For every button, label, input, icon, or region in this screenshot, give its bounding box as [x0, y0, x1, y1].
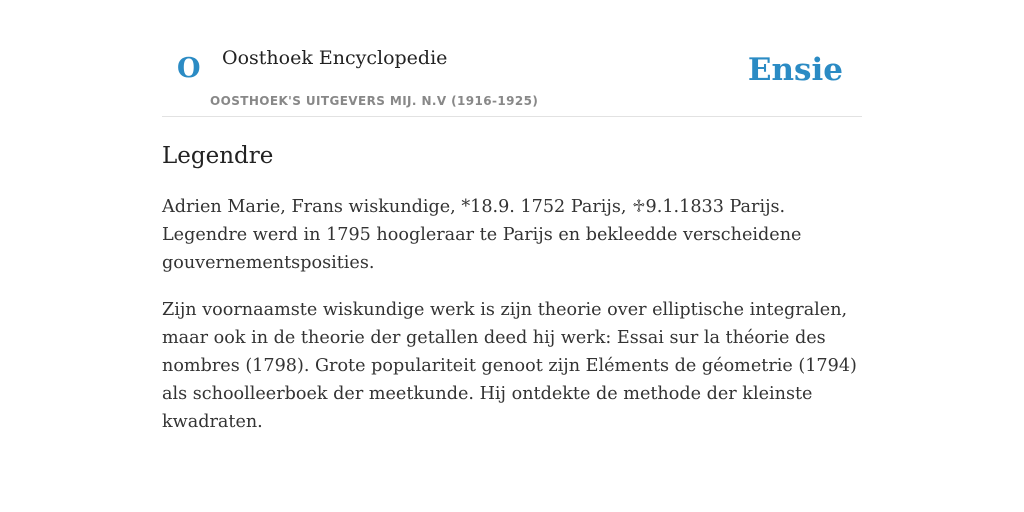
source-title[interactable]: Oosthoek Encyclopedie: [222, 47, 448, 69]
source-header: [162, 0, 862, 117]
entry-title: Legendre: [162, 143, 274, 169]
publisher-label: OOSTHOEK'S UITGEVERS MIJ. N.V (1916-1925): [210, 94, 539, 108]
page-content: [162, 0, 862, 436]
source-logo[interactable]: O: [177, 53, 201, 84]
brand-logo[interactable]: Ensie: [747, 52, 843, 88]
entry-paragraph: Zijn voornaamste wiskundige werk is zijn theorie over elliptische integralen, maar ook in de theorie der getallen deed hij werk: Essai sur la théorie des nombres (1798). Grote populariteit genoot zijn Eléments de géometrie (1794) als schoolleerboek der meetkunde. Hij ontdekte de methode der kleinste kwadraten.: [162, 300, 857, 432]
entry-paragraph: Adrien Marie, Frans wiskundige, *18.9. 1752 Parijs, ♱9.1.1833 Parijs. Legendre werd in 1795 hoogleraar te Parijs en bekleedde verscheidene gouvernementsposities.: [162, 197, 802, 273]
